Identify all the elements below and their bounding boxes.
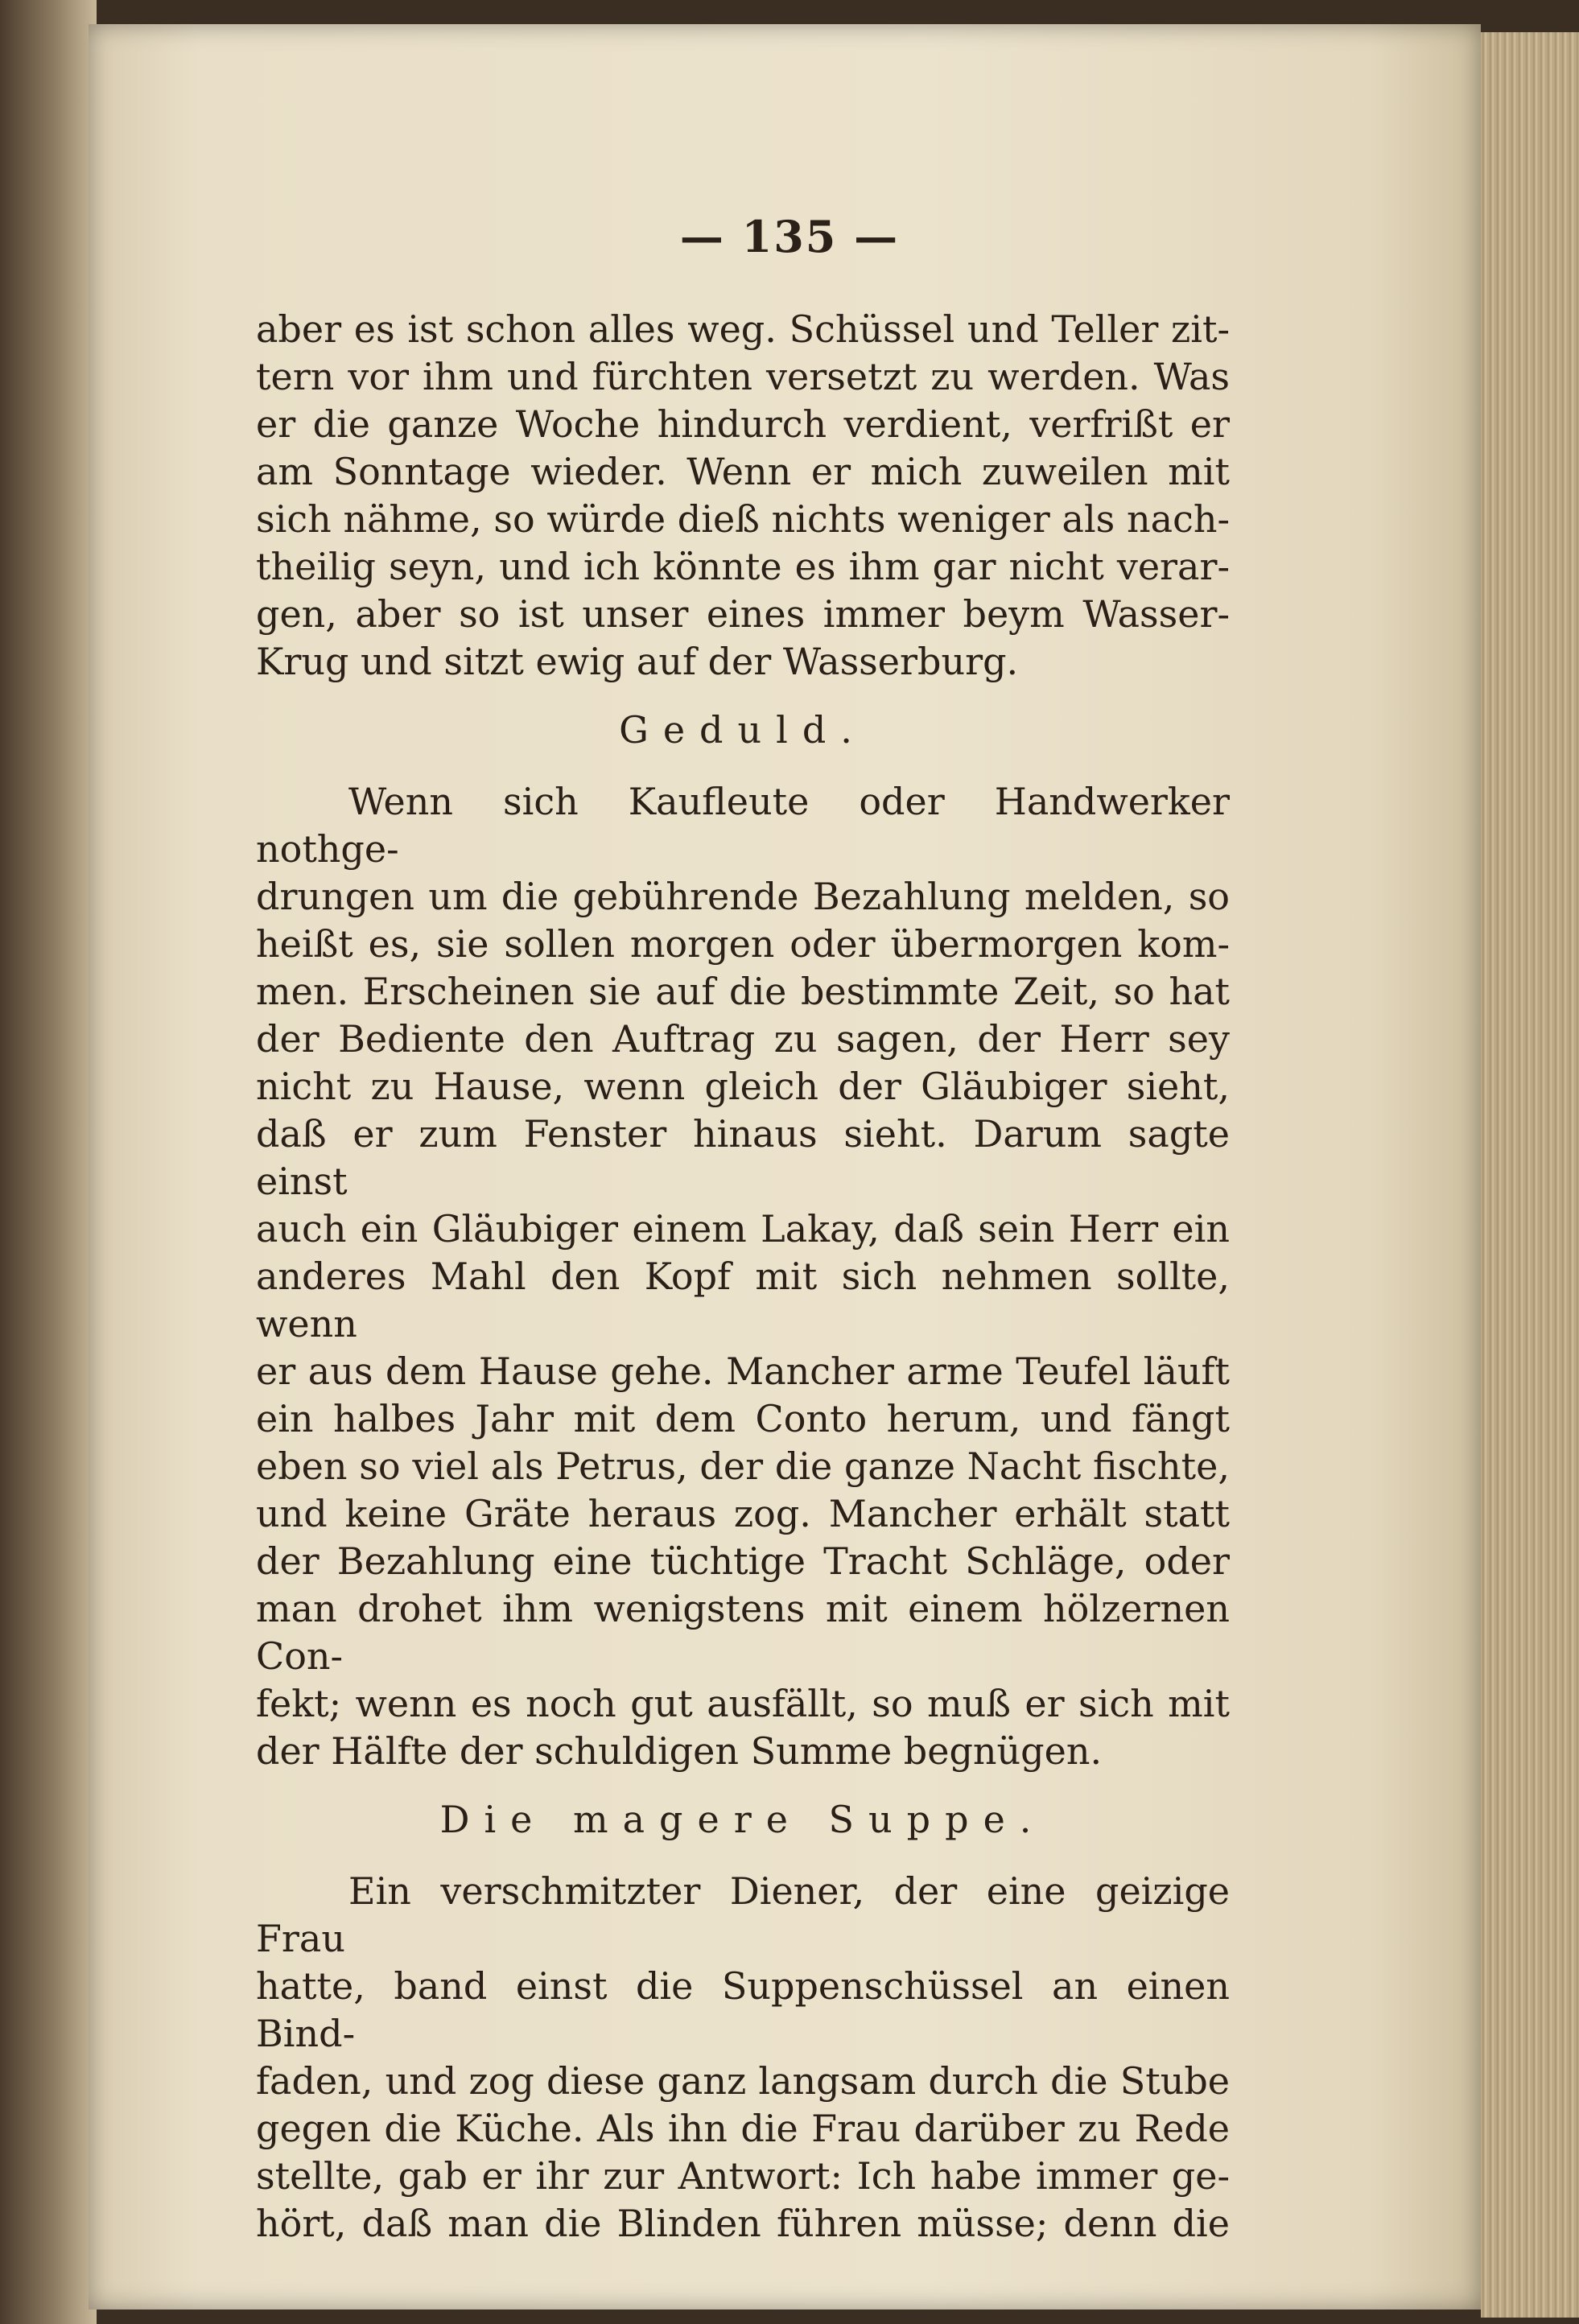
text-line: men. Erscheinen sie auf die bestimmte Zeit, so hat	[256, 970, 1230, 1013]
text-line: der Bediente den Auftrag zu sagen, der Herr sey	[256, 1017, 1230, 1061]
text-line: fekt; wenn es noch gut ausfällt, so muß er sich mit	[256, 1682, 1230, 1725]
text-line: hatte, band einst die Suppenschüssel an einen Bind-	[256, 1964, 1230, 2055]
text-line: Ein verschmitzter Diener, der eine geizige Frau	[256, 1869, 1230, 1960]
section-continuation	[256, 306, 1230, 686]
text-line: nicht zu Hause, wenn gleich der Gläubiger sieht,	[256, 1065, 1230, 1108]
section-heading-geduld: Geduld.	[619, 708, 867, 752]
text-line: anderes Mahl den Kopf mit sich nehmen sollte, wenn	[256, 1255, 1230, 1345]
page-text	[256, 306, 1230, 2248]
book-gutter	[0, 0, 97, 2324]
text-line: faden, und zog diese ganz langsam durch die Stube	[256, 2059, 1230, 2103]
page-number-dash-left: —	[679, 211, 725, 262]
text-line: hört, daß man die Blinden führen müsse; denn die	[256, 2202, 1230, 2245]
text-line: der Bezahlung eine tüchtige Tracht Schläge, oder	[256, 1539, 1230, 1583]
text-line: man drohet ihm wenigstens mit einem hölzernen Con-	[256, 1587, 1230, 1678]
page-edges	[1481, 32, 1579, 2318]
text-line: theilig seyn, und ich könnte es ihm gar nicht verar-	[256, 545, 1230, 588]
page-number-dash-right: —	[854, 211, 900, 262]
text-line: aber es ist schon alles weg. Schüssel und Teller zit-	[256, 307, 1230, 351]
text-line: stellte, gab er ihr zur Antwort: Ich habe immer ge-	[256, 2154, 1230, 2198]
text-line: ein halbes Jahr mit dem Conto herum, und fängt	[256, 1397, 1230, 1440]
text-line: heißt es, sie sollen morgen oder übermorgen kom-	[256, 922, 1230, 966]
text-line: er aus dem Hause gehe. Mancher arme Teufel läuft	[256, 1349, 1230, 1393]
page-number-value: 135	[741, 211, 838, 262]
text-line: daß er zum Fenster hinaus sieht. Darum sagte einst	[256, 1112, 1230, 1203]
text-line: Wenn sich Kaufleute oder Handwerker nothge-	[256, 780, 1230, 871]
page-number	[0, 211, 1579, 262]
section-magere-suppe	[256, 1868, 1230, 2248]
text-line: eben so viel als Petrus, der die ganze Nacht fischte,	[256, 1444, 1230, 1488]
text-line: tern vor ihm und fürchten versetzt zu werden. Was	[256, 355, 1230, 398]
text-line: und keine Gräte heraus zog. Mancher erhält statt	[256, 1492, 1230, 1535]
text-line: der Hälfte der schuldigen Summe begnügen.	[256, 1729, 1103, 1773]
section-heading-magere-suppe: Die magere Suppe.	[439, 1798, 1046, 1841]
section-geduld	[256, 778, 1230, 1775]
text-line: drungen um die gebührende Bezahlung melden, so	[256, 875, 1230, 918]
text-line: gegen die Küche. Als ihn die Frau darüber zu Rede	[256, 2107, 1230, 2150]
text-line: Krug und sitzt ewig auf der Wasserburg.	[256, 640, 1019, 683]
text-line: er die ganze Woche hindurch verdient, verfrißt er	[256, 402, 1230, 446]
text-line: am Sonntage wieder. Wenn er mich zuweilen mit	[256, 450, 1230, 493]
text-line: gen, aber so ist unser eines immer beym Wasser-	[256, 592, 1230, 636]
text-line: auch ein Gläubiger einem Lakay, daß sein Herr ein	[256, 1207, 1230, 1251]
text-line: sich nähme, so würde dieß nichts weniger als nach-	[256, 497, 1230, 541]
